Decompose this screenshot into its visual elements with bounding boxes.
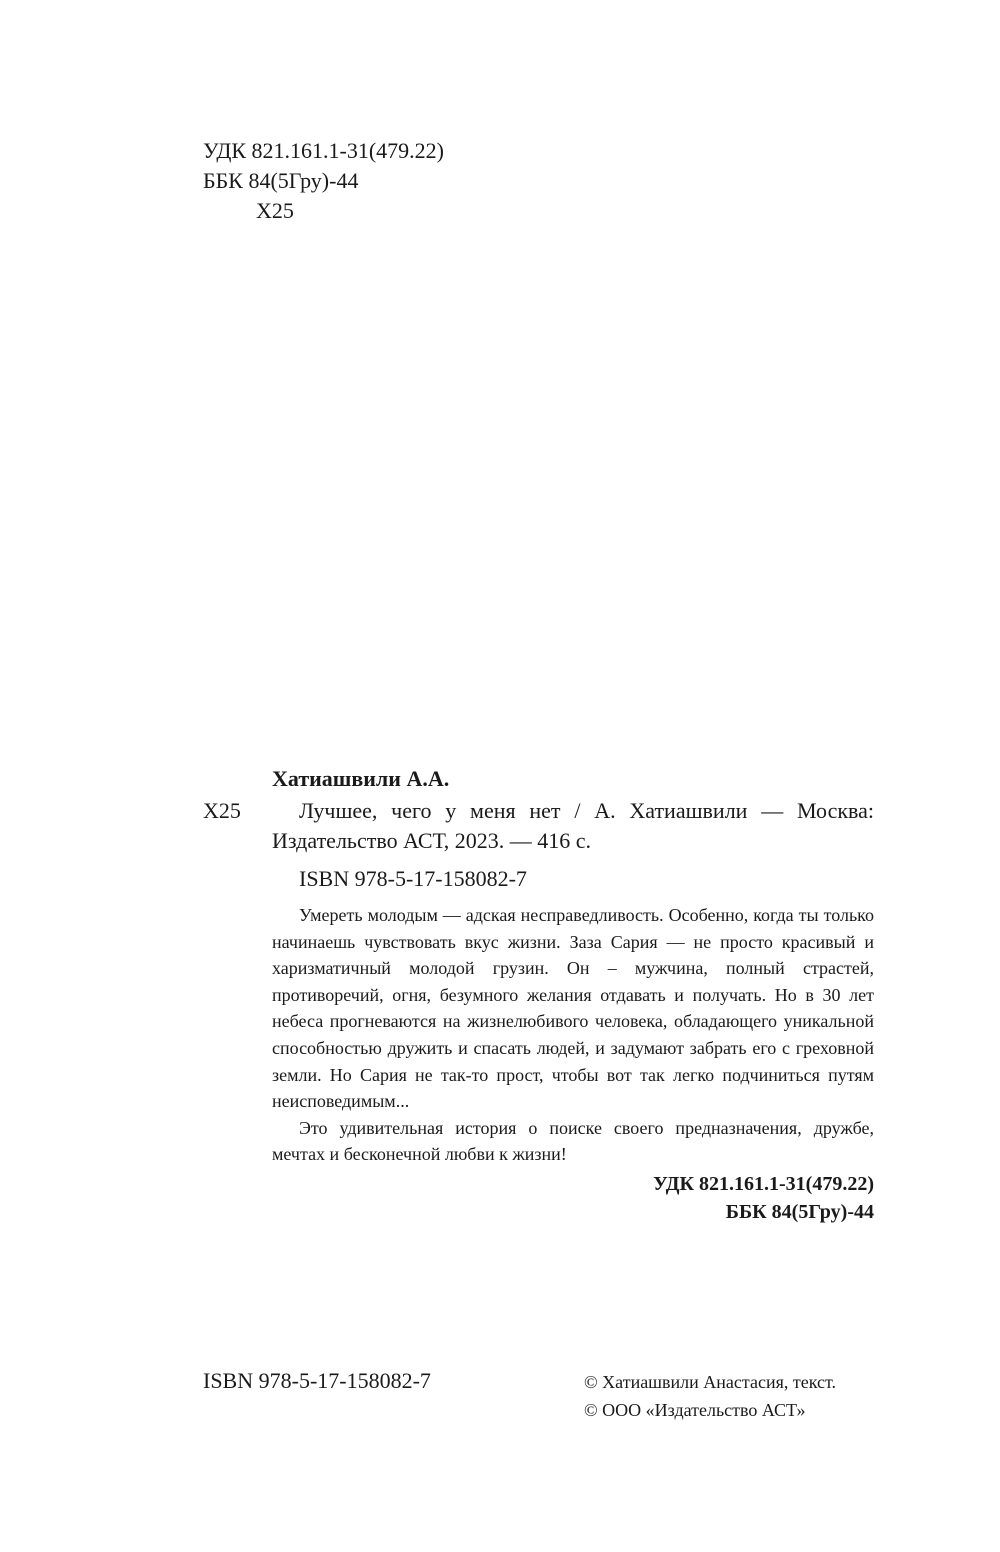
annotation-paragraph: Умереть молодым — адская несправедливость. Особенно, когда ты только начинаешь чувствовать вкус жизни. Заза Сария — не просто красивый и харизматичный молодой грузин. Он – мужчина, полный страстей, противоречий, огня, безумного желания отдавать и получать. Но в 30 лет небеса прогневаются на жизнелюбивого человека, обладающего уникальной способностью дружить и спасать людей, и задумают забрать его с греховной земли. Но Сария не так-то прост, чтобы вот так легко подчиниться путям неисповедимым... — [272, 905, 874, 1112]
copyright-publisher: © ООО «Издательство АСТ» — [584, 1400, 806, 1420]
footer-isbn: ISBN 978-5-17-158082-7 — [203, 1368, 431, 1393]
record-author: Хатиашвили А.А. — [272, 766, 450, 791]
copyright-block — [584, 1368, 836, 1424]
annotation-paragraph: Это удивительная история о поиске своего предназначения, дружбе, мечтах и бесконечной любви к жизни! — [272, 1117, 874, 1165]
record-isbn: ISBN 978-5-17-158082-7 — [299, 866, 527, 891]
top-classification-codes — [203, 136, 444, 226]
record-classification-codes — [272, 1170, 874, 1226]
udk-code: УДК 821.161.1-31(479.22) — [203, 138, 445, 163]
copyright-text: © Хатиашвили Анастасия, текст. — [584, 1372, 837, 1392]
bibliographic-record — [272, 764, 874, 1226]
author-mark: Х25 — [256, 198, 294, 223]
record-title-line: Лучшее, чего у меня нет / А. Хатиашвили — Москва: Издательство АСТ, 2023. — 416 с. — [272, 798, 874, 853]
record-bbk-code: ББК 84(5Гру)-44 — [725, 1200, 874, 1223]
bbk-code: ББК 84(5Гру)-44 — [203, 168, 359, 193]
record-author-mark: Х25 — [203, 798, 241, 823]
record-udk-code: УДК 821.161.1-31(479.22) — [653, 1172, 874, 1195]
annotation — [272, 902, 874, 1168]
